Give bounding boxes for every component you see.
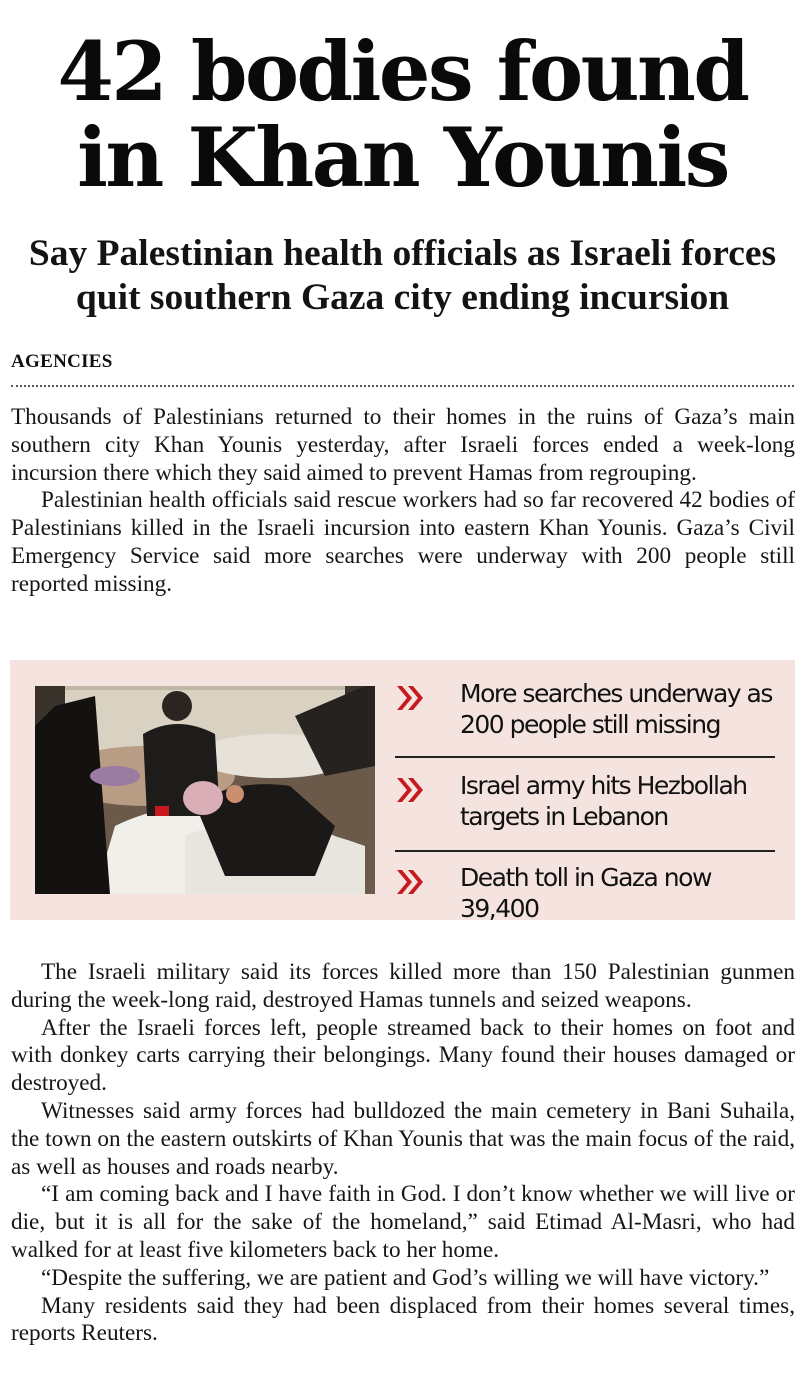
highlight-text: Death toll in Gaza now 39,400 (460, 863, 711, 923)
highlight-text: More searches underway as 200 people still missing (460, 679, 772, 739)
highlights-list (395, 678, 775, 922)
paragraph: “Despite the suffering, we are patient and God’s willing we will have victory.” (41, 1264, 770, 1291)
headline (0, 25, 805, 206)
paragraph: Palestinian health officials said rescue workers had so far recovered 42 bodies of Palestinians killed in the Israeli incursion into eastern Khan Younis. Gaza’s Civil Emergency Service said more searches were underway with 200 people still reported missing. (11, 487, 795, 597)
highlight-item (395, 758, 775, 862)
byline: AGENCIES (11, 351, 113, 372)
headline-line-1: 42 bodies found (57, 25, 748, 120)
subheadline-line-1: Say Palestinian health officials as Israeli forces (28, 233, 777, 274)
news-photo (35, 686, 375, 894)
highlight-text: Israel army hits Hezbollah targets in Lebanon (460, 771, 747, 831)
paragraph: Many residents said they had been displaced from their homes several times, reports Reuters. (11, 1292, 795, 1347)
paragraph: “I am coming back and I have faith in God. I don’t know whether we will live or die, but it is all for the sake of the homeland,” said Etimad Al-Masri, who had walked for at least five kilometers back to her home. (11, 1181, 795, 1263)
highlights-panel (10, 660, 795, 923)
article-body-bottom (11, 959, 795, 1348)
dotted-divider (11, 385, 794, 387)
subheadline-line-2: quit southern Gaza city ending incursion (75, 277, 730, 318)
paragraph: After the Israeli forces left, people streamed back to their homes on foot and with donkey carts carrying their belongings. Many found their houses damaged or destroyed. (11, 1014, 795, 1097)
paragraph: Witnesses said army forces had bulldozed the main cemetery in Bani Suhaila, the town on the eastern outskirts of Khan Younis that was the main focus of the raid, as well as houses and roads nearby. (11, 1097, 795, 1180)
subheadline (0, 232, 805, 320)
article-body-top (11, 404, 795, 599)
double-chevron-right-icon (395, 868, 425, 903)
headline-line-2: in Khan Younis (77, 111, 728, 206)
double-chevron-right-icon (395, 684, 425, 719)
news-photo-illustration (35, 686, 375, 894)
highlight-item (395, 678, 775, 756)
paragraph: The Israeli military said its forces killed more than 150 Palestinian gunmen during the week-long raid, destroyed Hamas tunnels and seized weapons. (11, 959, 795, 1013)
highlight-item (395, 852, 775, 922)
paragraph: Thousands of Palestinians returned to their homes in the ruins of Gaza’s main southern city Khan Younis yesterday, after Israeli forces ended a week-long incursion there which they said aimed to prevent Hamas from regrouping. (11, 404, 795, 486)
double-chevron-right-icon (395, 776, 425, 811)
